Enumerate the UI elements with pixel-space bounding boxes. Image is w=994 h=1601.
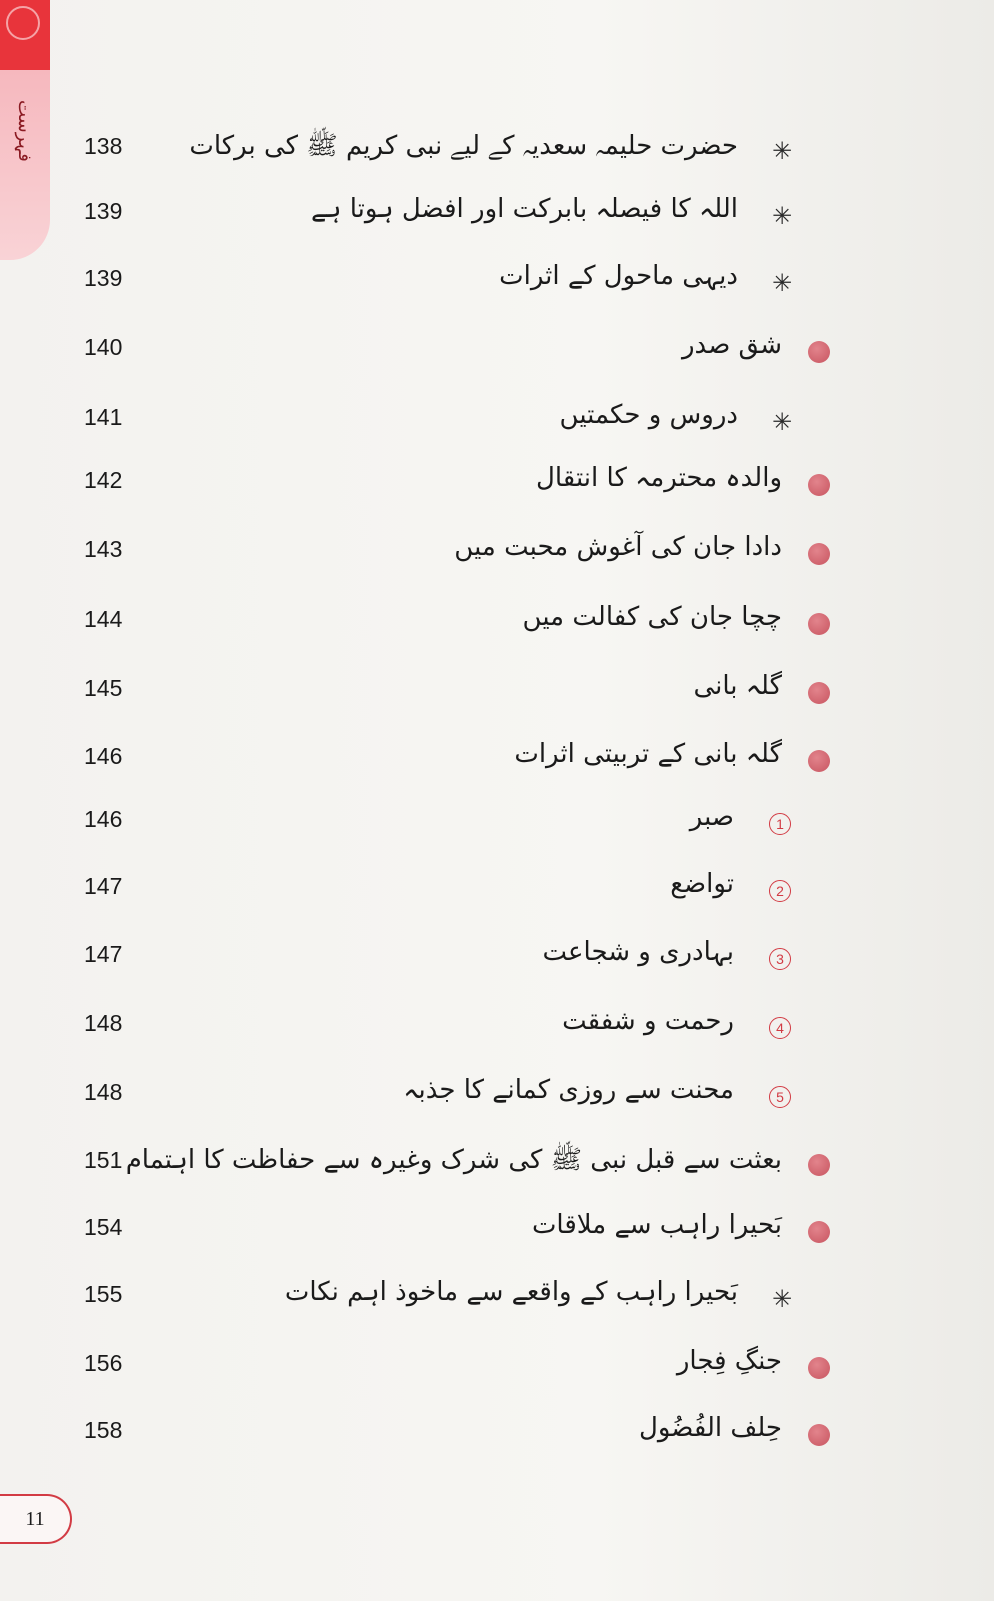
toc-page-number: 141 — [84, 404, 123, 430]
circled-number — [768, 879, 792, 903]
bullet-dot-icon — [807, 1153, 831, 1177]
circled-number — [768, 1085, 792, 1109]
toc-entry — [0, 257, 994, 307]
bullet-dot-icon — [807, 1356, 831, 1380]
toc-title: بہادری و شجاعت — [542, 937, 734, 967]
circled-number-label: 4 — [769, 1017, 791, 1039]
toc-title: والدہ محترمہ کا انتقال — [535, 463, 782, 493]
circled-number-label: 5 — [769, 1086, 791, 1108]
asterisk-icon: ✳ — [771, 202, 793, 230]
bullet-dot-icon — [807, 612, 831, 636]
toc-entry — [0, 667, 994, 717]
toc-page-number: 146 — [84, 806, 123, 832]
toc-title: بَحیرا راہب کے واقعے سے ماخوذ اہم نکات — [284, 1277, 738, 1307]
toc-title: حضرت حلیمہ سعدیہ کے لیے نبی کریم ﷺ کی برکات — [189, 131, 738, 161]
circled-number-label: 1 — [769, 813, 791, 835]
circled-number — [768, 812, 792, 836]
bullet-dot-icon — [807, 340, 831, 364]
toc-title: تواضع — [670, 869, 734, 899]
asterisk-icon: ✳ — [771, 269, 793, 297]
asterisk-icon: ✳ — [771, 137, 793, 165]
toc-title: رحمت و شفقت — [562, 1006, 734, 1036]
bullet-dot-icon — [807, 1423, 831, 1447]
bullet-dot-icon — [807, 681, 831, 705]
circled-number-label: 2 — [769, 880, 791, 902]
toc-entry — [0, 125, 994, 175]
toc-page-number: 139 — [84, 198, 123, 224]
toc-title: محنت سے روزی کمانے کا جذبہ — [403, 1075, 734, 1105]
asterisk-icon: ✳ — [771, 1285, 793, 1313]
toc-page-number: 142 — [84, 467, 123, 493]
bullet-dot-icon — [807, 542, 831, 566]
toc-page-number: 143 — [84, 536, 123, 562]
page-number: 11 — [0, 1494, 72, 1544]
toc-page-number: 148 — [84, 1010, 123, 1036]
toc-page-number: 151 — [84, 1147, 123, 1173]
circled-number-label: 3 — [769, 948, 791, 970]
asterisk-icon: ✳ — [771, 408, 793, 436]
toc-entry — [0, 1002, 994, 1052]
toc-title: گلہ بانی کے تربیتی اثرات — [514, 739, 782, 769]
toc-title: گلہ بانی — [693, 671, 782, 701]
toc-entry — [0, 865, 994, 915]
toc-entry — [0, 326, 994, 376]
toc-page-number: 146 — [84, 743, 123, 769]
circled-number — [768, 947, 792, 971]
toc-entry — [0, 1206, 994, 1256]
toc-title: چچا جان کی کفالت میں — [522, 602, 782, 632]
toc-page-number: 155 — [84, 1281, 123, 1307]
toc-entry — [0, 459, 994, 509]
toc-page-number: 158 — [84, 1417, 123, 1443]
toc-title: بعثت سے قبل نبی ﷺ کی شرک وغیرہ سے حفاظت کا اہتمام — [125, 1145, 782, 1175]
toc-title: اللہ کا فیصلہ بابرکت اور افضل ہوتا ہے — [311, 194, 738, 224]
toc-page-number: 139 — [84, 265, 123, 291]
toc-entry — [0, 190, 994, 240]
toc-page-number: 140 — [84, 334, 123, 360]
bullet-dot-icon — [807, 1220, 831, 1244]
toc-entry — [0, 1071, 994, 1121]
toc-page-number: 138 — [84, 133, 123, 159]
toc-entry — [0, 933, 994, 983]
toc-title: دادا جان کی آغوش محبت میں — [454, 532, 782, 562]
toc-entry — [0, 528, 994, 578]
toc-title: بَحیرا راہب سے ملاقات — [531, 1210, 782, 1240]
toc-page-number: 154 — [84, 1214, 123, 1240]
toc-entry — [0, 735, 994, 785]
toc-title: دروس و حکمتیں — [559, 400, 738, 430]
toc-page-number: 156 — [84, 1350, 123, 1376]
toc-entry — [0, 798, 994, 848]
toc-title: جنگِ فِجار — [676, 1346, 782, 1376]
section-tab-label: فہرست — [14, 100, 35, 162]
toc-entry — [0, 1273, 994, 1323]
toc-title: صبر — [689, 802, 734, 832]
toc-page-number: 144 — [84, 606, 123, 632]
toc-page-number: 145 — [84, 675, 123, 701]
toc-title: حِلف الفُضُول — [638, 1413, 782, 1443]
toc-title: دیہی ماحول کے اثرات — [499, 261, 738, 291]
toc-entry — [0, 1342, 994, 1392]
toc-entry — [0, 1139, 994, 1189]
toc-page-number: 147 — [84, 873, 123, 899]
toc-entry — [0, 396, 994, 446]
toc-entry — [0, 598, 994, 648]
bullet-dot-icon — [807, 749, 831, 773]
circled-number — [768, 1016, 792, 1040]
toc-title: شق صدر — [681, 330, 782, 360]
toc-entry — [0, 1409, 994, 1459]
toc-page-number: 147 — [84, 941, 123, 967]
bullet-dot-icon — [807, 473, 831, 497]
toc-page-number: 148 — [84, 1079, 123, 1105]
